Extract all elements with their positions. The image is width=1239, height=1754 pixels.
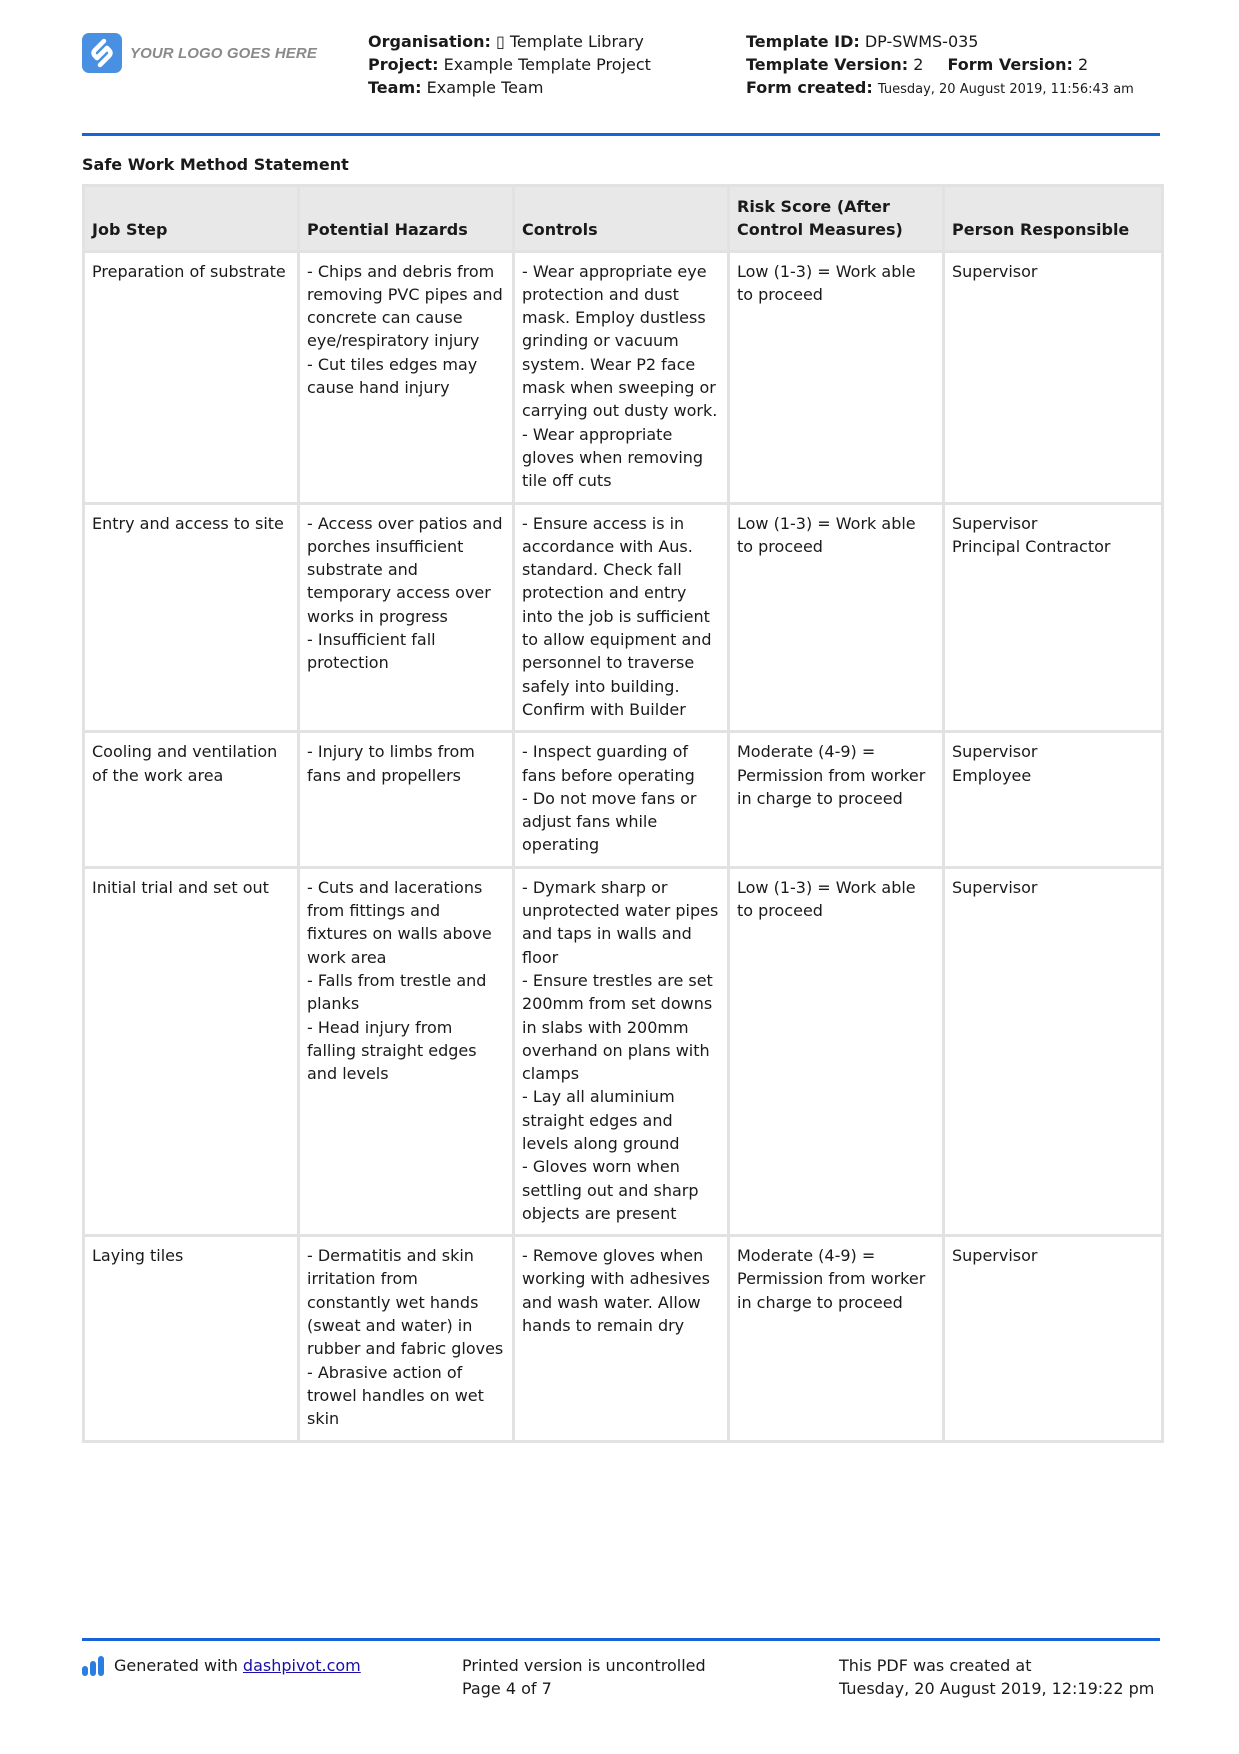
team-label: Team: xyxy=(368,78,422,97)
template-id-value: DP-SWMS-035 xyxy=(864,32,979,51)
project-label: Project: xyxy=(368,55,439,74)
logo-text: YOUR LOGO GOES HERE xyxy=(130,44,317,62)
form-created-value: Tuesday, 20 August 2019, 11:56:43 am xyxy=(877,82,1134,97)
cell-hazards-line: - Cut tiles edges may cause hand injury xyxy=(307,354,478,398)
cell-controls-line: - Wear appropriate gloves when removing tile off cuts xyxy=(522,424,704,491)
cell-controls xyxy=(514,503,729,732)
team-line xyxy=(368,76,651,99)
cell-person-responsible xyxy=(944,732,1163,867)
project-value: Example Template Project xyxy=(443,55,651,74)
table-body xyxy=(84,251,1163,1441)
template-version-label: Template Version: xyxy=(746,55,909,74)
cell-risk-score: Low (1-3) = Work able to proceed xyxy=(729,867,944,1235)
organisation-value: ▯ Template Library xyxy=(495,32,644,51)
cell-controls-line: - Remove gloves when working with adhesives and wash water. Allow hands to remain dry xyxy=(522,1246,710,1336)
cell-risk-score: Low (1-3) = Work able to proceed xyxy=(729,503,944,732)
cell-controls xyxy=(514,251,729,503)
organisation-label: Organisation: xyxy=(368,32,491,51)
organisation-line xyxy=(368,30,651,53)
cell-hazards xyxy=(299,867,514,1235)
cell-hazards xyxy=(299,732,514,867)
column-header-person-responsible: Person Responsible xyxy=(944,186,1163,252)
document-header xyxy=(82,30,1160,134)
project-line xyxy=(368,53,651,76)
column-header-potential-hazards: Potential Hazards xyxy=(299,186,514,252)
cell-job-step: Cooling and ventilation of the work area xyxy=(84,732,299,867)
cell-person-responsible-line: Supervisor xyxy=(952,261,1038,281)
cell-job-step: Entry and access to site xyxy=(84,503,299,732)
dashpivot-bars-icon xyxy=(82,1656,106,1676)
cell-person-responsible xyxy=(944,1236,1163,1441)
cell-person-responsible-line: Principal Contractor xyxy=(952,536,1111,556)
cell-controls xyxy=(514,732,729,867)
cell-hazards-line: - Injury to limbs from fans and propellers xyxy=(307,742,475,785)
footer-print-info xyxy=(462,1654,706,1700)
logo-icon xyxy=(82,33,122,73)
cell-person-responsible xyxy=(944,251,1163,503)
header-meta-organisation xyxy=(368,30,651,99)
generated-prefix: Generated with xyxy=(114,1656,238,1675)
pdf-created-value: Tuesday, 20 August 2019, 12:19:22 pm xyxy=(839,1679,1155,1698)
footer-pdf-created xyxy=(839,1654,1159,1700)
swms-table xyxy=(82,184,1164,1443)
cell-hazards-line: - Cuts and lacerations from fittings and fixtures on walls above work area xyxy=(307,877,492,967)
template-version-value: 2 xyxy=(913,55,924,74)
cell-controls-line: - Ensure trestles are set 200mm from set downs in slabs with 200mm overhand on plans with clamps xyxy=(522,970,713,1084)
column-header-risk-score: Risk Score (After Control Measures) xyxy=(729,186,944,252)
cell-risk-score: Low (1-3) = Work able to proceed xyxy=(729,251,944,503)
column-header-job-step: Job Step xyxy=(84,186,299,252)
footer-divider xyxy=(82,1638,1160,1641)
cell-person-responsible xyxy=(944,503,1163,732)
uncontrolled-notice: Printed version is uncontrolled xyxy=(462,1656,706,1675)
cell-hazards-line: - Access over patios and porches insufficient substrate and temporary access over works in progress xyxy=(307,513,503,626)
cell-controls-line: - Lay all aluminium straight edges and levels along ground xyxy=(522,1087,680,1153)
table-row xyxy=(84,251,1163,503)
table-header-row xyxy=(84,186,1163,252)
cell-controls xyxy=(514,1236,729,1441)
header-meta-template xyxy=(746,30,1166,101)
cell-hazards-line: - Insufficient fall protection xyxy=(307,630,436,673)
header-divider xyxy=(82,133,1160,136)
cell-risk-score: Moderate (4-9) = Permission from worker in charge to proceed xyxy=(729,732,944,867)
cell-person-responsible-line: Supervisor xyxy=(952,513,1038,533)
cell-controls-line: - Wear appropriate eye protection and dust mask. Employ dustless grinding or vacuum system. Wear P2 face mask when sweeping or carrying out dusty work. xyxy=(522,261,718,421)
template-id-label: Template ID: xyxy=(746,32,860,51)
table-row xyxy=(84,732,1163,867)
cell-controls xyxy=(514,867,729,1235)
column-header-controls: Controls xyxy=(514,186,729,252)
form-created-label: Form created: xyxy=(746,78,873,97)
template-id-line xyxy=(746,30,1166,53)
table-row xyxy=(84,867,1163,1235)
cell-controls-line: - Do not move fans or adjust fans while operating xyxy=(522,788,697,855)
cell-controls-line: - Gloves worn when settling out and sharp objects are present xyxy=(522,1157,699,1223)
form-version-label: Form Version: xyxy=(947,55,1073,74)
section-title: Safe Work Method Statement xyxy=(82,155,349,174)
form-version-value: 2 xyxy=(1077,55,1089,74)
company-logo xyxy=(82,33,317,73)
cell-job-step: Laying tiles xyxy=(84,1236,299,1441)
cell-hazards xyxy=(299,251,514,503)
cell-hazards-line: - Dermatitis and skin irritation from constantly wet hands (sweat and water) in rubber and fabric gloves xyxy=(307,1246,504,1359)
version-line xyxy=(746,53,1166,76)
cell-hazards xyxy=(299,503,514,732)
cell-job-step: Initial trial and set out xyxy=(84,867,299,1235)
cell-controls-line: - Dymark sharp or unprotected water pipes and taps in walls and floor xyxy=(522,877,719,967)
form-created-line xyxy=(746,76,1166,101)
cell-controls-line: - Inspect guarding of fans before operating xyxy=(522,742,695,785)
cell-hazards-line: - Head injury from falling straight edges and levels xyxy=(307,1017,477,1084)
cell-person-responsible-line: Supervisor xyxy=(952,742,1038,762)
cell-person-responsible-line: Supervisor xyxy=(952,877,1038,897)
cell-person-responsible-line: Employee xyxy=(952,765,1032,785)
cell-controls-line: - Ensure access is in accordance with Aus. standard. Check fall protection and entry into the job is sufficient to allow equipment and personnel to traverse safely into building. Confirm with Builder xyxy=(522,513,712,719)
cell-hazards-line: - Abrasive action of trowel handles on wet skin xyxy=(307,1362,484,1429)
cell-hazards-line: - Chips and debris from removing PVC pipes and concrete can cause eye/respiratory injury xyxy=(307,261,503,351)
cell-risk-score: Moderate (4-9) = Permission from worker in charge to proceed xyxy=(729,1236,944,1441)
dashpivot-link[interactable]: dashpivot.com xyxy=(242,1656,361,1675)
cell-job-step: Preparation of substrate xyxy=(84,251,299,503)
page-number: Page 4 of 7 xyxy=(462,1679,552,1698)
cell-hazards-line: - Falls from trestle and planks xyxy=(307,970,487,1014)
team-value: Example Team xyxy=(426,78,544,97)
table-row xyxy=(84,503,1163,732)
pdf-created-label: This PDF was created at xyxy=(839,1656,1032,1675)
footer-generated xyxy=(82,1654,361,1677)
cell-hazards xyxy=(299,1236,514,1441)
cell-person-responsible xyxy=(944,867,1163,1235)
cell-person-responsible-line: Supervisor xyxy=(952,1246,1038,1266)
table-row xyxy=(84,1236,1163,1441)
